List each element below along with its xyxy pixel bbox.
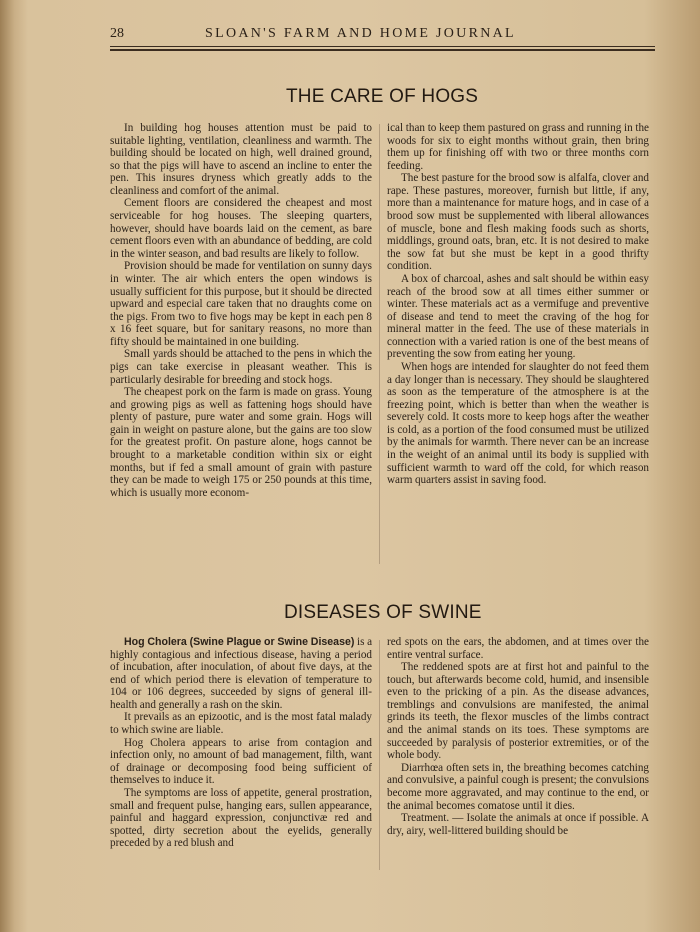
paragraph: Small yards should be attached to the pens in which the pigs can take exercise in pleasant weather. This is particularly desirable for breeding and stock hogs.	[110, 348, 372, 386]
article2-left-column	[110, 636, 372, 850]
paragraph: Treatment. — Isolate the animals at once if possible. A dry, airy, well-littered building should be	[387, 812, 649, 837]
runin-heading: Hog Cholera (Swine Plague or Swine Disease)	[124, 636, 355, 648]
paragraph: A box of charcoal, ashes and salt should be within easy reach of the brood sow at all times either summer or winter. These materials act as a vermifuge and preventive of disease and tend to meet the craving of the hog for mineral matter in the feed. The use of these materials in connection with a varied ration is one of the best means of preventing the sow from eating her young.	[387, 272, 649, 361]
column-divider	[379, 640, 380, 870]
article1-right-column	[387, 122, 649, 487]
header-rule-thick	[110, 49, 655, 51]
article1-left-column	[110, 122, 372, 499]
paragraph	[110, 636, 372, 711]
paragraph: The best pasture for the brood sow is alfalfa, clover and rape. These pastures, moreover, furnish but little, if any, more than a maintenance for mature hogs, and in case of a brood sow must be supplemented with liberal allowances of muscle, bone and flesh making foods such as shorts, middlings, ground oats, bran, etc. It is not desired to make the sow fat but she must be kept in a good thrifty condition.	[387, 172, 649, 273]
paragraph: When hogs are intended for slaughter do not feed them a day longer than is necessary. They should be slaughtered as soon as the temperature of the atmosphere is at the freezing point, which is better than when the weather is severely cold. It costs more to keep hogs after the weather is cold, as a portion of the food consumed must be utilized by the animals for warmth. There never can be an increase in the weight of an animal until its body is supplied with sufficient warmth to ward off the cold, for which reason warm quarters assist in saving food.	[387, 360, 649, 487]
paragraph-continued: ical than to keep them pastured on grass and running in the woods for six to eight months without grain, then bring them up for finishing off with two or three months corn feeding.	[387, 122, 649, 172]
paragraph: Hog Cholera appears to arise from contagion and infection only, no amount of bad management, filth, want of drainage or decomposing food being sufficient of themselves to induce it.	[110, 736, 372, 787]
header-rule-thin	[110, 46, 655, 47]
journal-title: SLOAN'S FARM AND HOME JOURNAL	[205, 26, 516, 41]
page-edge-shadow	[0, 0, 14, 932]
paragraph: The cheapest pork on the farm is made on grass. Young and growing pigs as well as fattening hogs should have plenty of pasture, pure water and some grain. Hogs will gain in weight on pasture alone, but the gains are too slow for the greatest profit. On pasture alone, hogs cannot be brought to a marketable condition within six or eight months, but if fed a small amount of grain with pasture they can be made to weigh 175 or 250 pounds at this time, which is usually more econom-	[110, 386, 372, 499]
paragraph: Diarrhœa often sets in, the breathing becomes catching and convulsive, a painful cough is present; the convulsions become more aggravated, and may continue to the end, or the animal becomes comatose until it dies.	[387, 761, 649, 812]
page-number: 28	[110, 26, 124, 41]
article-title-care-of-hogs: THE CARE OF HOGS	[286, 86, 479, 107]
running-head	[110, 22, 655, 48]
paragraph: Provision should be made for ventilation on sunny days in winter. The air which enters the open windows is usually sufficient for this purpose, but it should be directed upward and especial care taken that no draughts come on the pigs. From two to five hogs may be kept in each pen 8 x 16 feet square, but for sanitary reasons, no more than fifty should be maintained in one building.	[110, 260, 372, 348]
paragraph: It prevails as an epizootic, and is the most fatal malady to which swine are liable.	[110, 711, 372, 737]
article2-right-column	[387, 636, 649, 837]
paragraph: The symptoms are loss of appetite, general prostration, small and frequent pulse, hanging ears, sullen appearance, painful and haggard expression, conjunctivæ red and spotted, dirty secretion about the eyelids, generally preceded by a red blush and	[110, 786, 372, 850]
paragraph: The reddened spots are at first hot and painful to the touch, but afterwards become cold, humid, and insensible even to the pricking of a pin. As the disease advances, tremblings and convulsions are manifested, the animal grinds its teeth, the flexor muscles of the limbs contract and the animal stands on its toes. These symptoms are succeeded by paralysis of posterior extremities, or of the whole body.	[387, 661, 649, 762]
paragraph: Cement floors are considered the cheapest and most serviceable for hog houses. The sleeping quarters, however, should have boards laid on the cement, as bare cement floors even with an abundance of bedding, are cold in the winter season, and bad results are likely to follow.	[110, 197, 372, 260]
article-title-diseases-of-swine: DISEASES OF SWINE	[284, 602, 482, 623]
paragraph-continued: red spots on the ears, the abdomen, and at times over the entire ventral surface.	[387, 636, 649, 661]
column-divider	[379, 124, 380, 564]
paragraph: In building hog houses attention must be paid to suitable lighting, ventilation, cleanliness and warmth. The building should be located on high, well drained ground, so that the pigs will have to ascend an incline to enter the pen. This insures dryness which greatly adds to the cleanliness and comfort of the animal.	[110, 122, 372, 197]
paragraph-text: is a highly contagious and infectious disease, having a period of incubation, after inoculation, of about five days, at the end of which period there is elevation of temperature to 104 or 106 degrees, succeeded by signs of general ill-health and generally a rash on the skin.	[110, 636, 373, 711]
